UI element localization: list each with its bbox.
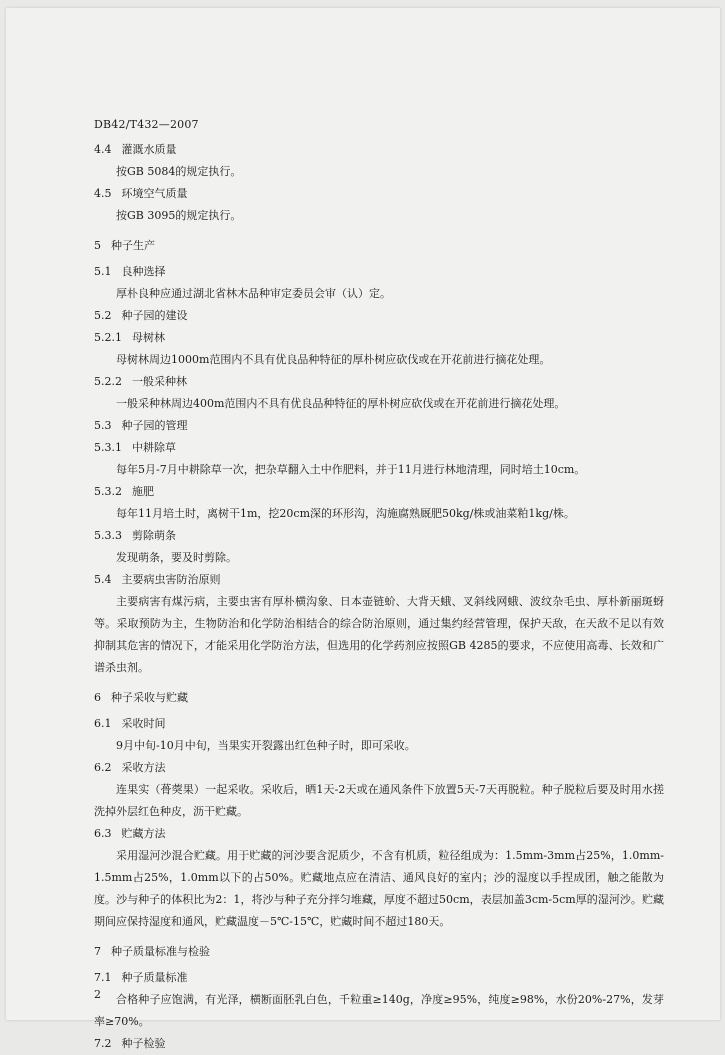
- subsection-heading: [94, 713, 664, 735]
- heading-text: 剪除萌条: [132, 529, 176, 542]
- paragraph: 按GB 3095的规定执行。: [116, 209, 242, 222]
- subsection-heading: [94, 305, 664, 327]
- heading-text: 种子质量标准与检验: [111, 945, 210, 958]
- paragraph: 每年5月-7月中耕除草一次，把杂草翻入土中作肥料，并于11月进行林地清理，同时培土10cm。: [116, 463, 586, 476]
- heading-number: 6.2: [94, 761, 112, 774]
- clause-heading: [94, 525, 664, 547]
- paragraph: 厚朴良种应通过湖北省林木品种审定委员会审（认）定。: [116, 287, 391, 300]
- heading-text: 环境空气质量: [121, 187, 188, 200]
- heading-number: 5.3.1: [94, 441, 122, 454]
- section-heading: [94, 235, 664, 257]
- page-number: 2: [94, 988, 101, 1001]
- heading-number: 7: [94, 945, 101, 958]
- heading-text: 贮藏方法: [121, 827, 166, 840]
- heading-number: 5.3: [94, 419, 112, 432]
- subsection-heading: [94, 569, 664, 591]
- clause-heading: [94, 481, 664, 503]
- paragraph: 合格种子应饱满，有光泽，横断面胚乳白色，千粒重≥140g，净度≥95%，纯度≥98%，水份20%-27%，发芽率≥70%。: [94, 993, 664, 1028]
- subsection-heading: [94, 967, 664, 989]
- heading-number: 4.4: [94, 143, 112, 156]
- heading-text: 种子生产: [111, 239, 155, 252]
- heading-text: 施肥: [132, 485, 154, 498]
- paragraph: 采用湿河沙混合贮藏。用于贮藏的河沙要含泥质少，不含有机质，粒径组成为：1.5mm-3mm占25%，1.0mm-1.5mm占25%，1.0mm以下的占50%。贮藏地点应在清洁、通风良好的室内；沙的湿度以手捏成团，触之能散为度。沙与种子的体积比为2：1，将沙与种子充分拌匀堆藏，厚度不超过50cm，表层加盖3cm-5cm厚的湿河沙。贮藏期间应保持湿度和通风，贮藏温度－5℃-15℃，贮藏时间不超过180天。: [94, 849, 664, 928]
- subsection-heading: [94, 823, 664, 845]
- heading-text: 种子检验: [121, 1037, 166, 1050]
- subsection-heading: [94, 1033, 664, 1055]
- paragraph: 按GB 5084的规定执行。: [116, 165, 242, 178]
- paragraph: 9月中旬-10月中旬，当果实开裂露出红色种子时，即可采收。: [116, 739, 416, 752]
- paragraph: 发现萌条，要及时剪除。: [116, 551, 237, 564]
- paragraph: 主要病害有煤污病，主要虫害有厚朴横沟象、日本壶链蚧、大背天蛾、叉斜线网蛾、波纹杂毛虫、厚朴新丽斑蚜等。采取预防为主，生物防治和化学防治相结合的综合防治原则，通过集约经营管理，保护天敌，在天敌不足以有效抑制其危害的情况下，才能采用化学防治方法，但选用的化学药剂应按照GB 4285的要求，不应使用高毒、长效和广谱杀虫剂。: [94, 595, 664, 674]
- heading-text: 灌溉水质量: [121, 143, 177, 156]
- paragraph: 一般采种林周边400m范围内不具有优良品种特征的厚朴树应砍伐或在开花前进行摘花处理。: [116, 397, 566, 410]
- paragraph: 连果实（蓇葖果）一起采收。采收后，晒1天-2天或在通风条件下放置5天-7天再脱粒。种子脱粒后要及时用水搓洗掉外层红色种皮，沥干贮藏。: [94, 783, 664, 818]
- subsection-heading: [94, 415, 664, 437]
- heading-number: 7.1: [94, 971, 112, 984]
- heading-number: 6.3: [94, 827, 112, 840]
- paragraph: 母树林周边1000m范围内不具有优良品种特征的厚朴树应砍伐或在开花前进行摘花处理。: [116, 353, 551, 366]
- document-body: [94, 139, 664, 1055]
- clause-heading: [94, 327, 664, 349]
- heading-number: 5.4: [94, 573, 112, 586]
- heading-number: 5.3.3: [94, 529, 122, 542]
- heading-text: 中耕除草: [132, 441, 176, 454]
- heading-text: 主要病虫害防治原则: [121, 573, 221, 586]
- heading-number: 6.1: [94, 717, 112, 730]
- heading-number: 5: [94, 239, 101, 252]
- heading-text: 母树林: [132, 331, 165, 344]
- heading-number: 5.2.1: [94, 331, 122, 344]
- clause-heading: [94, 371, 664, 393]
- subsection-heading: [94, 139, 664, 161]
- standard-code-header: DB42/T432—2007: [94, 118, 199, 131]
- heading-number: 5.2.2: [94, 375, 122, 388]
- heading-text: 种子采收与贮藏: [111, 691, 188, 704]
- subsection-heading: [94, 261, 664, 283]
- section-heading: [94, 941, 664, 963]
- heading-text: 种子质量标准: [121, 971, 188, 984]
- heading-number: 7.2: [94, 1037, 112, 1050]
- document-page: [6, 8, 720, 1050]
- heading-text: 良种选择: [121, 265, 166, 278]
- heading-text: 种子园的建设: [121, 309, 188, 322]
- heading-text: 一般采种林: [132, 375, 187, 388]
- heading-text: 种子园的管理: [121, 419, 188, 432]
- subsection-heading: [94, 183, 664, 205]
- heading-text: 采收方法: [121, 761, 166, 774]
- heading-number: 5.1: [94, 265, 112, 278]
- heading-number: 5.3.2: [94, 485, 122, 498]
- heading-text: 采收时间: [121, 717, 166, 730]
- section-heading: [94, 687, 664, 709]
- clause-heading: [94, 437, 664, 459]
- paragraph: 每年11月培土时，离树干1m，挖20cm深的环形沟，沟施腐熟厩肥50kg/株或油菜粕1kg/株。: [116, 507, 575, 520]
- heading-number: 4.5: [94, 187, 112, 200]
- heading-number: 5.2: [94, 309, 112, 322]
- heading-number: 6: [94, 691, 101, 704]
- subsection-heading: [94, 757, 664, 779]
